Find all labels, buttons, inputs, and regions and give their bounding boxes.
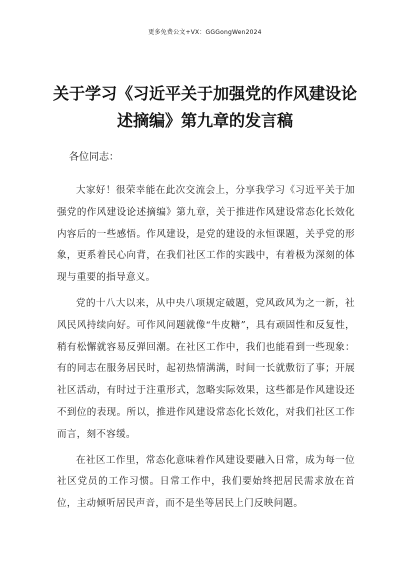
page-title: 关于学习《习近平关于加强党的作风建设论述摘编》第九章的发言稿	[52, 84, 357, 130]
document-body	[57, 147, 355, 519]
greeting: 各位同志：	[69, 152, 119, 163]
paragraph-1: 大家好！很荣幸能在此次交流会上，分享我学习《习近平关于加强党的作风建设论述摘编》第九章，关于推进作风建设常态化长效化内容后的一些感悟。作风建设，是党的建设的永恒课题，关乎党的形象，更系着民心向背，在我们社区工作的实践中，有着极为深刻的体现与重要的指导意义。	[57, 185, 355, 284]
paragraph-3: 在社区工作里，常态化意味着作风建设要融入日常，成为每一位社区党员的工作习惯。日常工作中，我们要始终把居民需求放在首位，主动倾听居民声音，而不是坐等居民上门反映问题。	[57, 454, 355, 510]
header-note: 更多免费公文+VX：GGGongWen2024	[148, 29, 262, 36]
paragraph-2: 党的十八大以来，从中央八项规定破题，党风政风为之一新，社风民风持续向好。可作风问题就像“牛皮糖”，具有顽固性和反复性，稍有松懈就容易反弹回潮。在社区工作中，我们也能看到一些现象：有的同志在服务居民时，起初热情满满，时间一长就敷衍了事；开展社区活动，有时过于注重形式，忽略实际效果，这些都是作风建设还不到位的表现。所以，推进作风建设常态化长效化，对我们社区工作而言，刻不容缓。	[57, 297, 355, 440]
